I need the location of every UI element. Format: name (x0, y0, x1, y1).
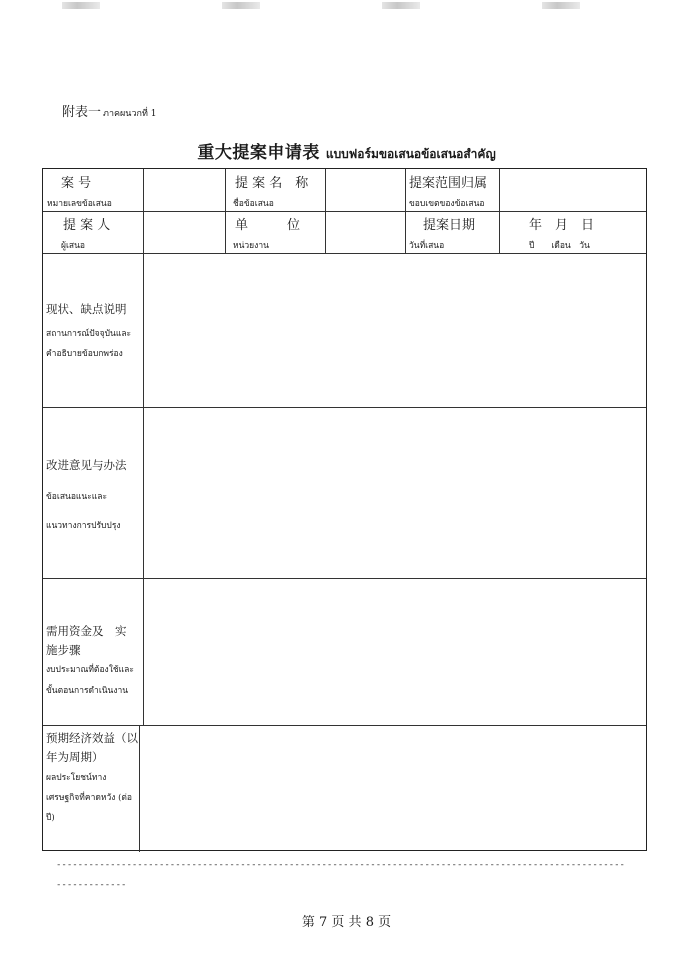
page-number: 第 7 页 共 8 页 (301, 915, 392, 930)
appendix-th: ภาคผนวกที่ 1 (103, 109, 157, 119)
current-status-field[interactable] (144, 254, 648, 407)
proposal-scope-label-th: ขอบเขตของข้อเสนอ (409, 199, 485, 209)
separator-line: ---------------------------------------------------------------------------------------------------------------------- (56, 860, 625, 890)
benefit-field[interactable] (140, 726, 648, 852)
case-number-label-th: หมายเลขข้อเสนอ (47, 199, 112, 209)
page-title (0, 138, 693, 164)
unit-label-th: หน่วยงาน (233, 241, 269, 251)
current-status-label: 现状、缺点说明 (46, 302, 127, 316)
unit-label: 单 位 (235, 218, 301, 233)
improvement-field[interactable] (144, 408, 648, 578)
funding-label: 需用资金及 实施步骤 (46, 624, 127, 657)
improvement-label-th: ข้อเสนอแนะและแนวทางการปรับปรุง (46, 492, 121, 531)
case-number-label: 案 号 (61, 176, 92, 191)
title-th: แบบฟอร์มขอเสนอข้อเสนอสำคัญ (325, 147, 496, 161)
case-number-field[interactable] (144, 169, 225, 211)
proposal-name-field[interactable] (326, 169, 405, 211)
title-zh: 重大提案申请表 (197, 143, 320, 163)
improvement-label: 改进意见与办法 (46, 458, 127, 472)
benefit-label: 预期经济效益（以年为周期） (46, 731, 138, 764)
appendix-zh: 附表一 (62, 105, 102, 120)
col-divider (405, 169, 406, 253)
proposal-form (42, 168, 647, 851)
proposal-name-label-th: ชื่อข้อเสนอ (233, 199, 274, 209)
proposal-date-label: 提案日期 (423, 218, 476, 233)
unit-field[interactable] (326, 211, 405, 253)
date-fields-th: ปี เดือน วัน (529, 241, 590, 251)
proposal-date-label-th: วันที่เสนอ (409, 241, 445, 251)
benefit-label-th: ผลประโยชน์ทางเศรษฐกิจที่คาดหวัง (ต่อปี) (46, 773, 133, 823)
current-status-label-th: สถานการณ์ปัจจุบันและคำอธิบายข้อบกพร่อง (46, 329, 132, 359)
proposal-scope-label: 提案范围归属 (409, 176, 488, 191)
funding-label-th: งบประมาณที่ต้องใช้และขั้นตอนการดำเนินงาน (46, 665, 134, 696)
proposal-scope-field[interactable] (500, 169, 648, 211)
proposer-field[interactable] (144, 211, 225, 253)
proposer-label: 提 案 人 (63, 218, 111, 233)
funding-field[interactable] (144, 579, 648, 725)
proposer-label-th: ผู้เสนอ (61, 241, 85, 251)
col-divider (225, 169, 226, 253)
proposal-name-label: 提 案 名 称 (235, 176, 309, 191)
appendix-label (62, 101, 156, 120)
date-fields: 年 月 日 (529, 218, 595, 233)
